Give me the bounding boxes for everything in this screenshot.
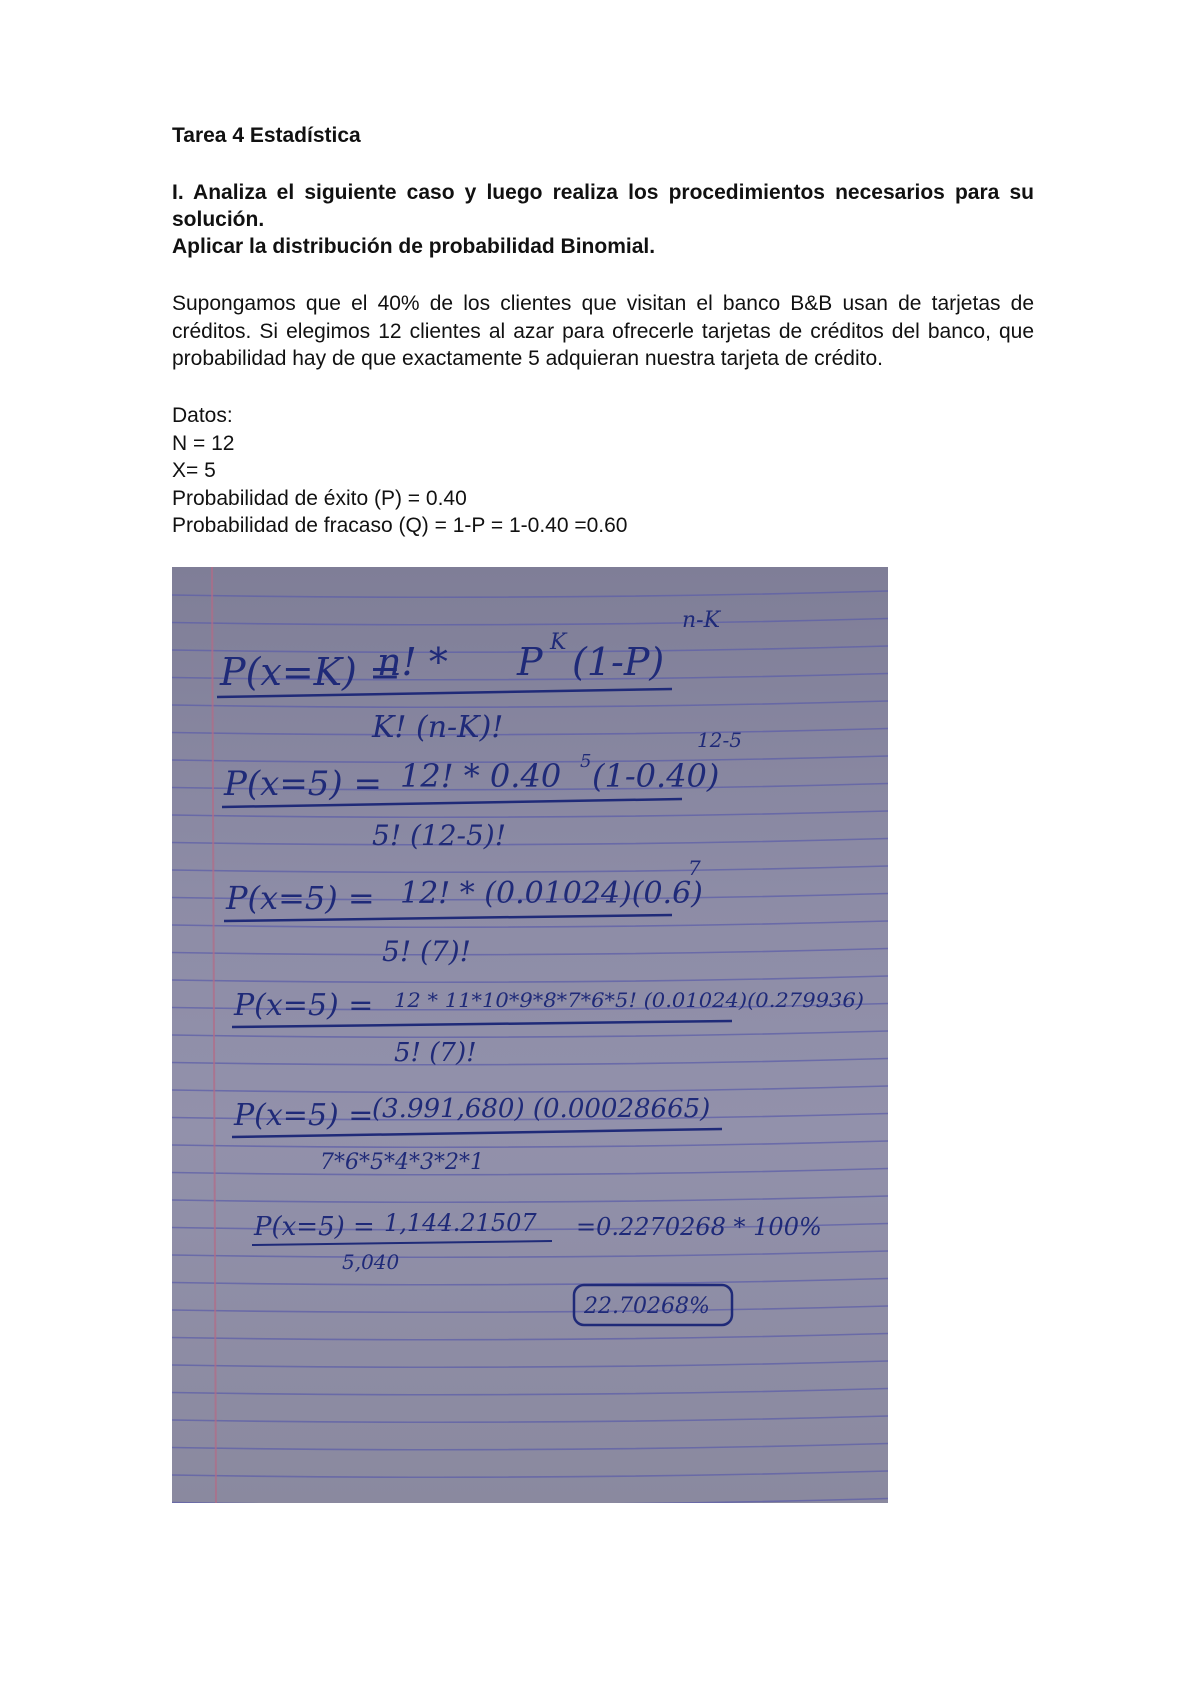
formula-step-5	[232, 1094, 722, 1175]
ruled-line	[172, 839, 888, 845]
ruled-line	[172, 1306, 888, 1312]
ruled-line	[172, 1196, 888, 1202]
ruled-line	[172, 1031, 888, 1037]
step4-den: 5! (7)!	[394, 1038, 477, 1068]
ruled-line	[172, 1141, 888, 1147]
ruled-line	[172, 1334, 888, 1340]
ruled-lines	[172, 591, 888, 1503]
datos-item: Probabilidad de fracaso (Q) = 1-P = 1-0.40 =0.60	[172, 514, 628, 538]
step4-num: 12 * 11*10*9*8*7*6*5! (0.01024)(0.279936)	[394, 988, 864, 1012]
ruled-line	[172, 1499, 888, 1504]
ruled-line	[172, 591, 888, 597]
datos-item: X= 5	[172, 459, 216, 483]
step2-exp2: 12-5	[697, 728, 742, 752]
step6-lhs: P(x=5) =	[254, 1212, 375, 1242]
step5-num: (3.991,680) (0.00028665)	[372, 1094, 711, 1124]
instruction-line: I. Analiza el siguiente caso y luego realiza los procedimientos necesarios para su solución.	[172, 181, 1034, 231]
ruled-line	[172, 619, 888, 625]
step6-den: 5,040	[342, 1250, 400, 1274]
step3-lhs: P(x=5) =	[226, 879, 375, 917]
datos-item: N = 12	[172, 431, 235, 455]
problem-text: Supongamos que el 40% de los clientes que visitan el banco B&B usan de tarjetas de créditos. Si elegimos 12 clientes al azar para ofrecerle tarjetas de créditos del banco, que probabilidad hay de que exactamente 5 adquieran nuestra tarjeta de crédito.	[172, 292, 1034, 370]
datos-item: Probabilidad de éxito (P) = 0.40	[172, 486, 467, 510]
step2-exp: 5	[580, 751, 592, 772]
step5-lhs: P(x=5) =	[234, 1098, 374, 1133]
step5-den: 7*6*5*4*3*2*1	[320, 1150, 484, 1175]
ruled-line	[172, 1389, 888, 1395]
step1-exp-k: K	[550, 630, 567, 655]
step2-lhs: P(x=5) =	[224, 764, 382, 804]
step2-num: 12! * 0.40	[400, 757, 562, 795]
ruled-line	[172, 949, 888, 955]
formula-step-6	[252, 1209, 822, 1274]
step4-lhs: P(x=5) =	[234, 988, 374, 1023]
step1-paren: (1-P)	[572, 640, 665, 684]
ruled-line	[172, 976, 888, 982]
result-value: 22.70268%	[584, 1294, 710, 1319]
ruled-line	[172, 1251, 888, 1257]
step3-exp: 7	[688, 856, 701, 880]
step6-num: 1,144.21507	[384, 1209, 537, 1237]
ruled-line	[172, 729, 888, 735]
notebook-paper	[172, 567, 888, 1503]
ruled-line	[172, 1444, 888, 1450]
datos-heading: Datos:	[172, 404, 233, 427]
ruled-line	[172, 1471, 888, 1477]
step1-den: K! (n-K)!	[372, 710, 504, 745]
handwritten-solution-photo	[172, 567, 888, 1503]
formula-step-2	[222, 728, 742, 852]
ruled-line	[172, 1086, 888, 1092]
formula-step-4	[232, 988, 864, 1068]
datos-section	[172, 402, 1034, 540]
step1-num: n! *	[377, 640, 448, 684]
step6-rhs: =0.2270268 * 100%	[576, 1213, 822, 1241]
step3-den: 5! (7)!	[382, 935, 471, 968]
formula-step-1	[217, 608, 722, 745]
ruled-line	[172, 811, 888, 817]
final-result	[574, 1285, 732, 1325]
step2-den: 5! (12-5)!	[372, 819, 506, 852]
problem-statement	[172, 290, 1034, 373]
instruction-line: Aplicar la distribución de probabilidad Binomial.	[172, 235, 656, 258]
step1-exp-nk: n-K	[682, 608, 721, 633]
ruled-line	[172, 1279, 888, 1285]
ruled-line	[172, 1059, 888, 1065]
ruled-line	[172, 701, 888, 707]
ruled-line	[172, 1169, 888, 1175]
step1-p: P	[517, 640, 543, 684]
ruled-line	[172, 921, 888, 927]
step3-num: 12! * (0.01024)(0.6)	[400, 876, 703, 911]
ruled-line	[172, 1361, 888, 1367]
ruled-line	[172, 866, 888, 872]
step1-lhs: P(x=K) =	[220, 650, 401, 694]
document-title: Tarea 4 Estadística	[172, 124, 361, 147]
ruled-line	[172, 1416, 888, 1422]
step2-paren: (1-0.40)	[592, 757, 720, 795]
instructions	[172, 179, 1034, 260]
